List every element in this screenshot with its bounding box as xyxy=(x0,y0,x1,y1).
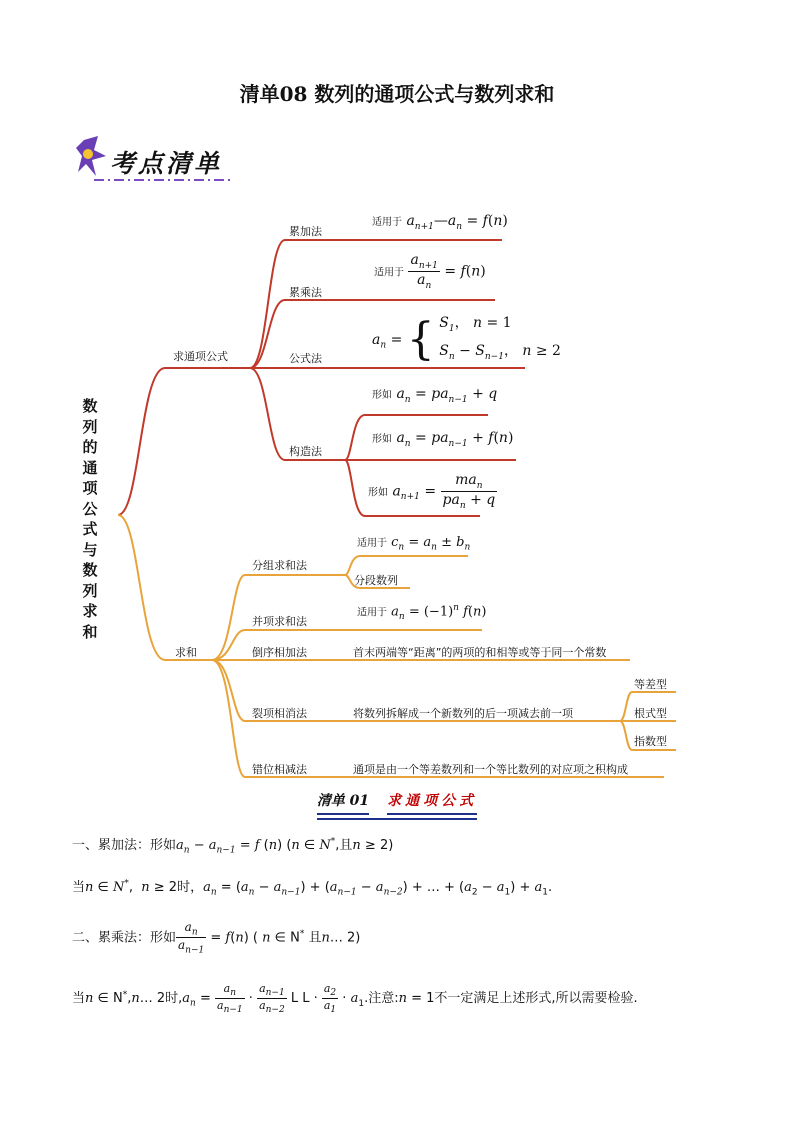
section-header xyxy=(0,790,794,820)
node-fenzu: 分组求和法 xyxy=(252,559,307,572)
node-leicheng: 累乘法 xyxy=(289,286,322,299)
node-leijia: 累加法 xyxy=(289,225,322,238)
desc-daoxu: 首末两端等“距离”的两项的和相等或等于同一个常数 xyxy=(353,646,607,659)
para-leijia: 一、累加法：形如$a_n - a_{n-1} = f$ (n) (n ∈ N*,且n ≥ 2) xyxy=(72,836,394,856)
branch-qiuhe: 求和 xyxy=(175,646,197,659)
node-bingxiang: 并项求和法 xyxy=(252,615,307,628)
node-gouzao: 构造法 xyxy=(289,445,322,458)
badge-label: 考点清单 xyxy=(110,149,223,178)
formula-gouzao-3: 形如 $a_{n+1}$ = $\frac{ma_n}{pa_n + q}$ xyxy=(368,472,496,511)
page-title: 清单08 数列的通项公式与数列求和 xyxy=(239,82,555,106)
root-to-qiuhe xyxy=(118,515,212,660)
formula-fenzu: 适用于 $c_n = a_n \pm b_n$ xyxy=(357,535,471,553)
para-leicheng-formula: 当n ∈ N*,n… 2时$,a_n$ = $\frac{a_n}{a_{n-1}}$ · $\frac{a_{n-1}}{a_{n-2}}$ L L · $\frac{a_2}{a_1}$ · $a_1$.注意:n = 1不一定满足上述形式,所以需要检验. xyxy=(72,982,638,1016)
formula-bingxiang: 适用于 $a_n = (-1)^n$ f(n) xyxy=(357,603,487,622)
branch-tongxiang: 求通项公式 xyxy=(173,350,228,363)
formula-gouzao-2: 形如 $a_n = pa_{n-1} + f(n)$ xyxy=(372,430,514,449)
formula-leicheng: 适用于 $\frac{a_{n+1}}{a_n}$ = f(n) xyxy=(374,252,486,291)
node-dengcha: 等差型 xyxy=(634,678,667,691)
root-to-tongxiang xyxy=(118,368,250,515)
desc-liexiang: 将数列拆解成一个新数列的后一项减去前一项 xyxy=(353,707,573,720)
node-cuowei: 错位相减法 xyxy=(252,763,307,776)
node-fenduan: 分段数列 xyxy=(354,574,398,587)
node-gongshi: 公式法 xyxy=(289,352,322,365)
node-zhishu: 指数型 xyxy=(634,735,667,748)
node-daoxu: 倒序相加法 xyxy=(252,646,307,659)
formula-leijia: 适用于 $a_{n+1}—a_n = f(n)$ xyxy=(372,213,508,232)
para-leicheng: 二、累乘法：形如 $\frac{a_n}{a_{n-1}}$ = f(n) ( n ∈ N* 且n… 2) xyxy=(72,920,361,956)
mindmap-root: 数 列 的 通 项 公 式 与 数 列 求 和 xyxy=(82,397,98,641)
section-right: 求通项公式 xyxy=(387,790,477,815)
node-liexiang: 裂项相消法 xyxy=(252,707,307,720)
formula-gongshi: $a_n$ = { $S_1$， n = 1 $S_n - S_{n-1}$， n ≥ 2 xyxy=(372,313,561,365)
section-left: 清单 01 xyxy=(317,790,369,815)
formula-gouzao-1: 形如 $a_n = pa_{n-1} + q$ xyxy=(372,386,498,405)
desc-cuowei: 通项是由一个等差数列和一个等比数列的对应项之积构成 xyxy=(353,763,628,776)
para-leijia-formula: 当n ∈ N*, n ≥ 2时，$a_n = (a_n - a_{n-1}) + (a_{n-1} - a_{n-2})$ + … + $(a_2 - a_1) + a_1$. xyxy=(72,878,553,898)
node-genshi: 根式型 xyxy=(634,707,667,720)
